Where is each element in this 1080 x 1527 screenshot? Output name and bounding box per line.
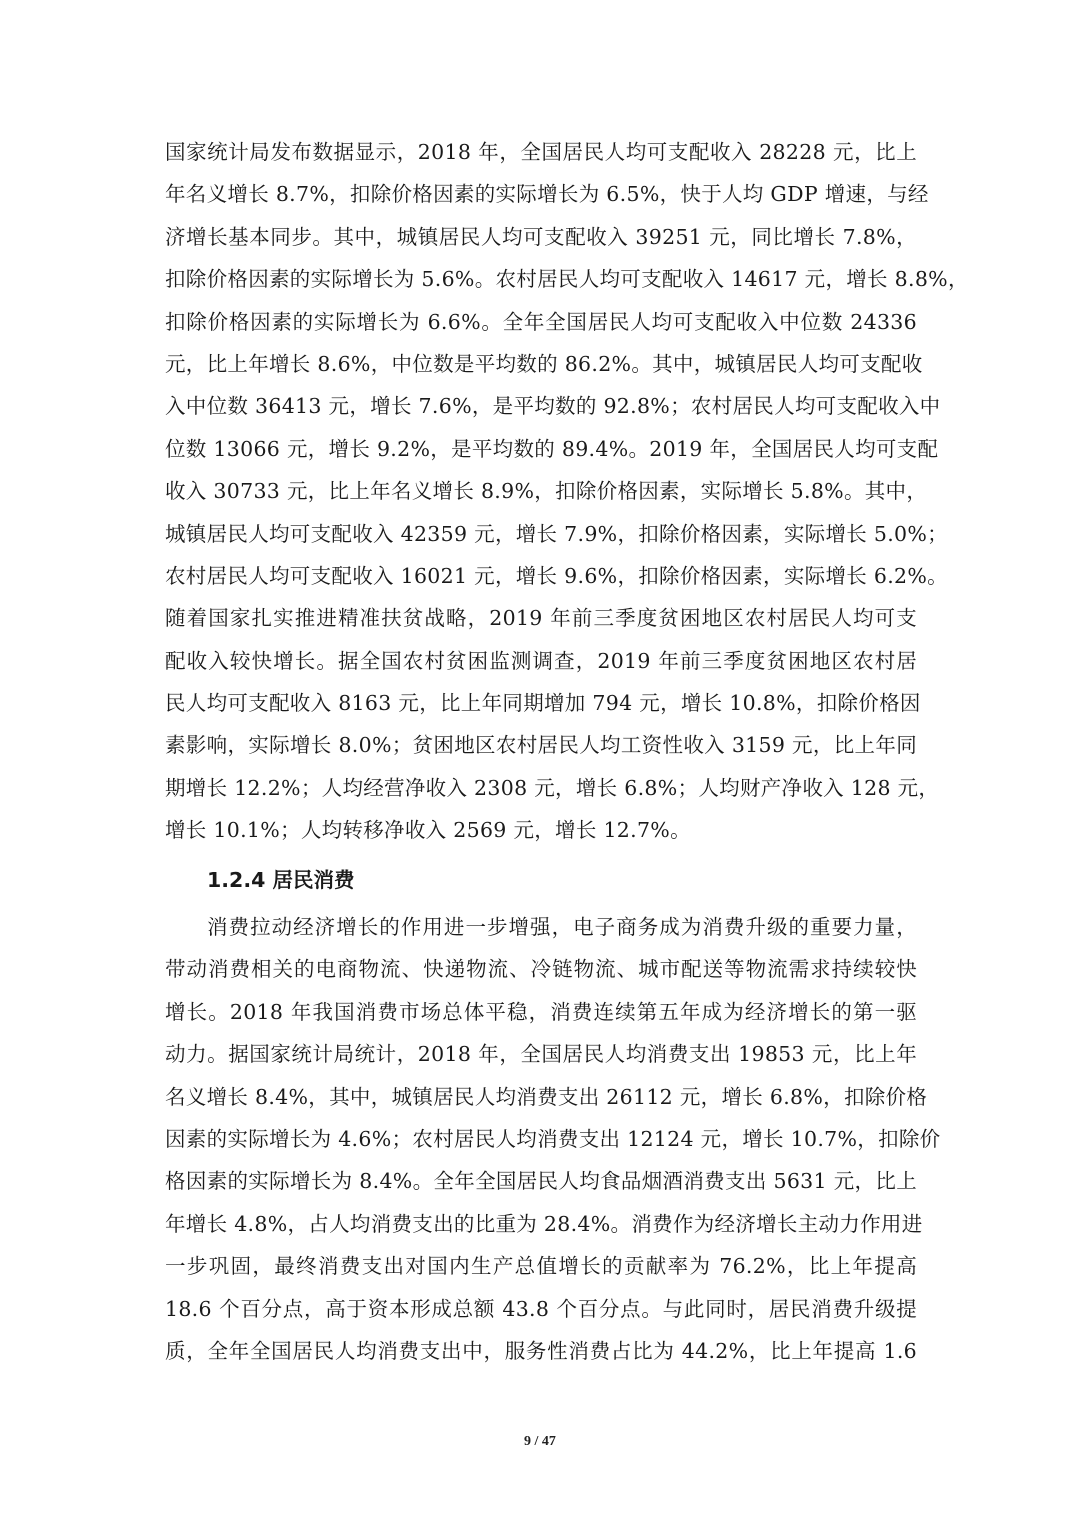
- text-line: 期增长 12.2%；人均经营净收入 2308 元，增长 6.8%；人均财产净收入 128 元，: [165, 775, 940, 800]
- text-line: 国家统计局发布数据显示，2018 年，全国居民人均可支配收入 28228 元，比上: [165, 140, 917, 164]
- text-line: 年增长 4.8%，占人均消费支出的比重为 28.4%。消费作为经济增长主动力作用进: [165, 1211, 923, 1236]
- text-line: 扣除价格因素的实际增长为 5.6%。农村居民人均可支配收入 14617 元，增长 8.8%，: [165, 267, 969, 292]
- text-line: 农村居民人均可支配收入 16021 元，增长 9.6%，扣除价格因素，实际增长 6.2%。: [165, 563, 948, 588]
- text-line: 18.6 个百分点，高于资本形成总额 43.8 个百分点。与此同时，居民消费升级提: [165, 1296, 917, 1321]
- text-line: 一步巩固，最终消费支出对国内生产总值增长的贡献率为 76.2%，比上年提高: [165, 1254, 917, 1279]
- text-line: 位数 13066 元，增长 9.2%，是平均数的 89.4%。2019 年，全国居民人均可支配: [165, 436, 939, 461]
- text-line: 随着国家扎实推进精准扶贫战略，2019 年前三季度贫困地区农村居民人均可支: [165, 606, 917, 631]
- paragraph-consumption: [165, 906, 941, 1372]
- text-line: 质，全年全国居民人均消费支出中，服务性消费占比为 44.2%，比上年提高 1.6: [165, 1338, 917, 1363]
- text-line: 城镇居民人均可支配收入 42359 元，增长 7.9%，扣除价格因素，实际增长 5.0%；: [165, 521, 948, 546]
- text-line: 增长。2018 年我国消费市场总体平稳，消费连续第五年成为经济增长的第一驱: [165, 999, 917, 1024]
- text-line: 扣除价格因素的实际增长为 6.6%。全年全国居民人均可支配收入中位数 24336: [165, 309, 917, 334]
- text-line: 因素的实际增长为 4.6%；农村居民人均消费支出 12124 元，增长 10.7%，扣除价: [165, 1126, 941, 1151]
- text-line: 素影响，实际增长 8.0%；贫困地区农村居民人均工资性收入 3159 元，比上年同: [165, 733, 917, 758]
- text-line: 增长 10.1%；人均转移净收入 2569 元，增长 12.7%。: [165, 818, 691, 843]
- text-line: 动力。据国家统计局统计，2018 年，全国居民人均消费支出 19853 元，比上年: [165, 1042, 917, 1067]
- section-heading: 1.2.4 居民消费: [207, 868, 355, 892]
- text-line: 元，比上年增长 8.6%，中位数是平均数的 86.2%。其中，城镇居民人均可支配收: [165, 351, 923, 376]
- text-line: 民人均可支配收入 8163 元，比上年同期增加 794 元，增长 10.8%，扣除价格因: [165, 691, 921, 716]
- text-line: 配收入较快增长。据全国农村贫困监测调查，2019 年前三季度贫困地区农村居: [165, 648, 917, 673]
- text-line: 格因素的实际增长为 8.4%。全年全国居民人均食品烟酒消费支出 5631 元，比上: [165, 1169, 917, 1194]
- text-line: 济增长基本同步。其中，城镇居民人均可支配收入 39251 元，同比增长 7.8%，: [165, 224, 917, 249]
- text-line: 收入 30733 元，比上年名义增长 8.9%，扣除价格因素，实际增长 5.8%。其中，: [165, 479, 928, 504]
- page-number: 9 / 47: [524, 1434, 556, 1449]
- text-line: 消费拉动经济增长的作用进一步增强，电子商务成为消费升级的重要力量，: [207, 915, 917, 939]
- paragraph-income: [165, 131, 969, 852]
- text-line: 入中位数 36413 元，增长 7.6%，是平均数的 92.8%；农村居民人均可支配收入中: [165, 394, 941, 419]
- text-line: 年名义增长 8.7%，扣除价格因素的实际增长为 6.5%，快于人均 GDP 增速，与经: [165, 182, 929, 207]
- text-line: 带动消费相关的电商物流、快递物流、冷链物流、城市配送等物流需求持续较快: [165, 957, 917, 982]
- text-line: 名义增长 8.4%，其中，城镇居民人均消费支出 26112 元，增长 6.8%，扣除价格: [165, 1084, 928, 1109]
